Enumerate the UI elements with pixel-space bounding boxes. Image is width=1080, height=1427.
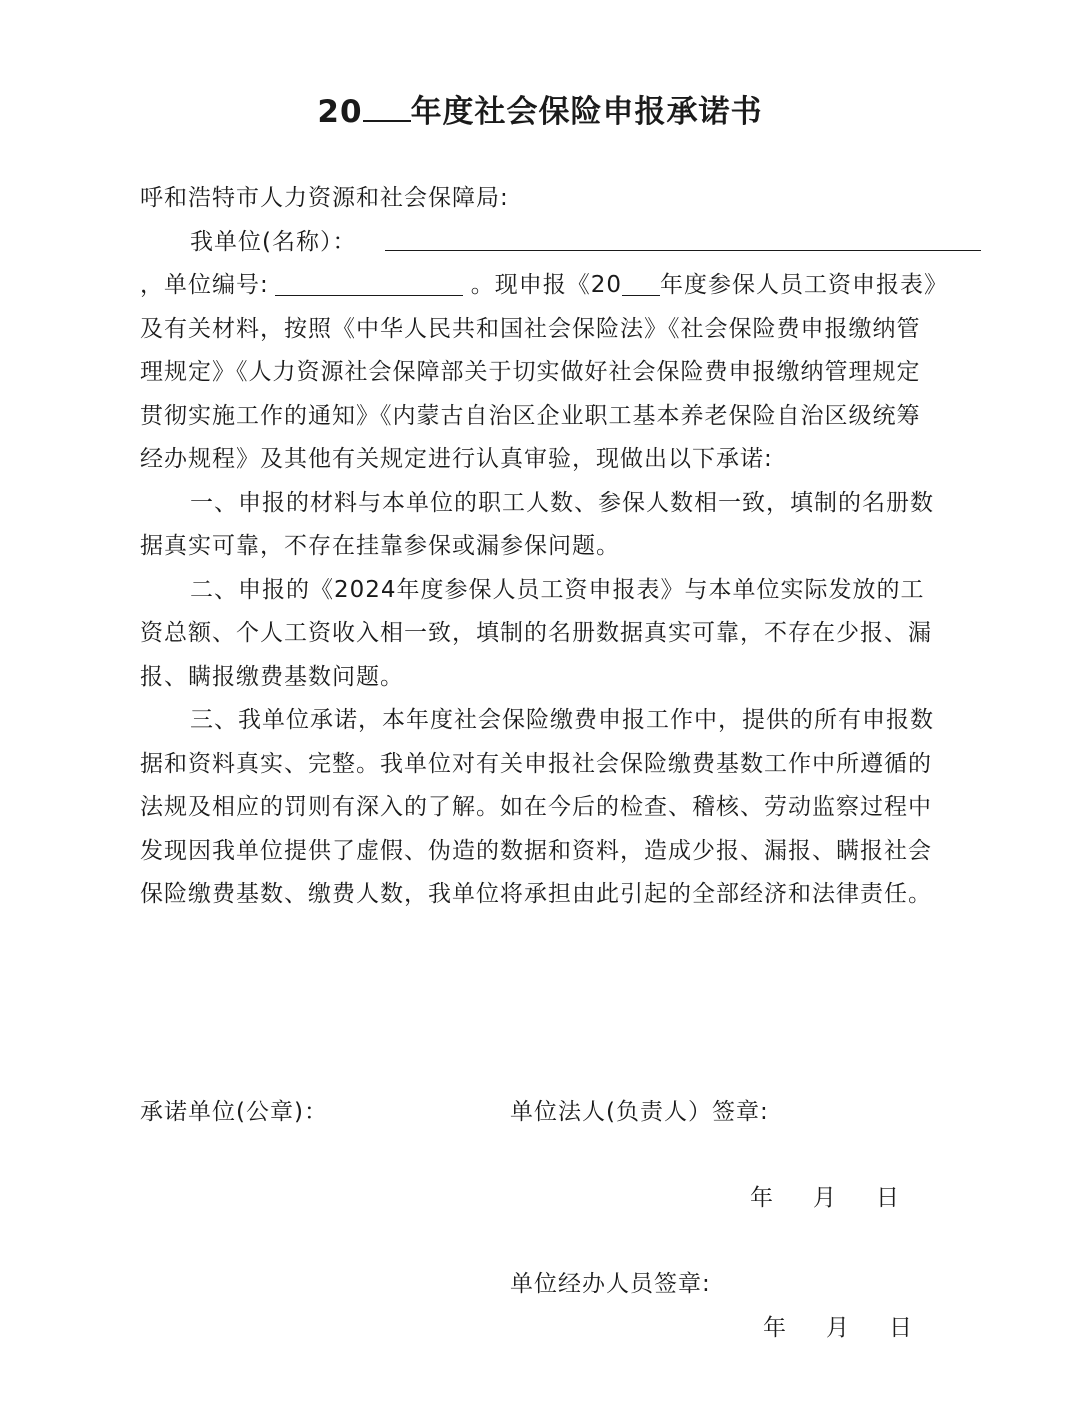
commitment-item-3: 三、我单位承诺，本年度社会保险缴费申报工作中，提供的所有申报数据和资料真实、完整。我单位对有关申报社会保险缴费基数工作中所遵循的法规及相应的罚则有深入的了解。如在今后的检查、稽核、劳动监察过程中发现因我单位提供了虚假、伪造的数据和资料，造成少报、漏报、瞒报社会保险缴费基数、缴费人数，我单位将承担由此引起的全部经济和法律责任。 xyxy=(140,707,934,907)
date-month-label: 月 xyxy=(826,1315,849,1341)
legal-rep-date xyxy=(750,1178,899,1218)
title-year-blank[interactable] xyxy=(363,116,411,122)
document-title xyxy=(0,90,1080,134)
document-body xyxy=(140,264,940,917)
handler-signature-label: 单位经办人员签章: xyxy=(510,1271,711,1297)
title-text: 年度社会保险申报承诺书 xyxy=(410,94,763,130)
unit-number-blank[interactable] xyxy=(275,273,463,296)
intro-paragraph xyxy=(140,264,940,482)
date-year-label: 年 xyxy=(750,1185,773,1211)
title-year-prefix: 20 xyxy=(317,94,363,130)
intro-text-b: 年度参保人员工资申报表》及有关材料，按照《中华人民共和国社会保险法》《社会保险费申报缴纳管理规定》《人力资源社会保障部关于切实做好社会保险费申报缴纳管理规定贯彻实施工作的通知》《内蒙古自治区企业职工基本养老保险自治区级统筹经办规程》及其他有关规定进行认真审验，现做出以下承诺: xyxy=(140,272,937,472)
commitment-item-1: 一、申报的材料与本单位的职工人数、参保人数相一致，填制的名册数据真实可靠，不存在挂靠参保或漏参保问题。 xyxy=(140,489,934,559)
legal-rep-signature-label: 单位法人(负责人）签章: xyxy=(510,1099,769,1125)
intro-text-a: 。现申报《20 xyxy=(470,272,623,298)
declaration-year-blank[interactable] xyxy=(622,275,660,296)
unit-seal-label: 承诺单位(公章)： xyxy=(140,1099,328,1125)
commitment-item-2: 二、申报的《2024年度参保人员工资申报表》与本单位实际发放的工资总额、个人工资收入相一致，填制的名册数据真实可靠，不存在少报、漏报、瞒报缴费基数问题。 xyxy=(140,576,932,690)
date-month-label: 月 xyxy=(813,1185,836,1211)
unit-number-label: ，单位编号: xyxy=(140,272,269,298)
date-day-label: 日 xyxy=(889,1315,912,1341)
unit-name-blank[interactable] xyxy=(385,250,981,251)
unit-name-label: 我单位(名称）： xyxy=(190,229,357,255)
date-year-label: 年 xyxy=(763,1315,786,1341)
date-day-label: 日 xyxy=(876,1185,899,1211)
addressee: 呼和浩特市人力资源和社会保障局: xyxy=(140,185,509,211)
handler-date xyxy=(763,1308,912,1348)
